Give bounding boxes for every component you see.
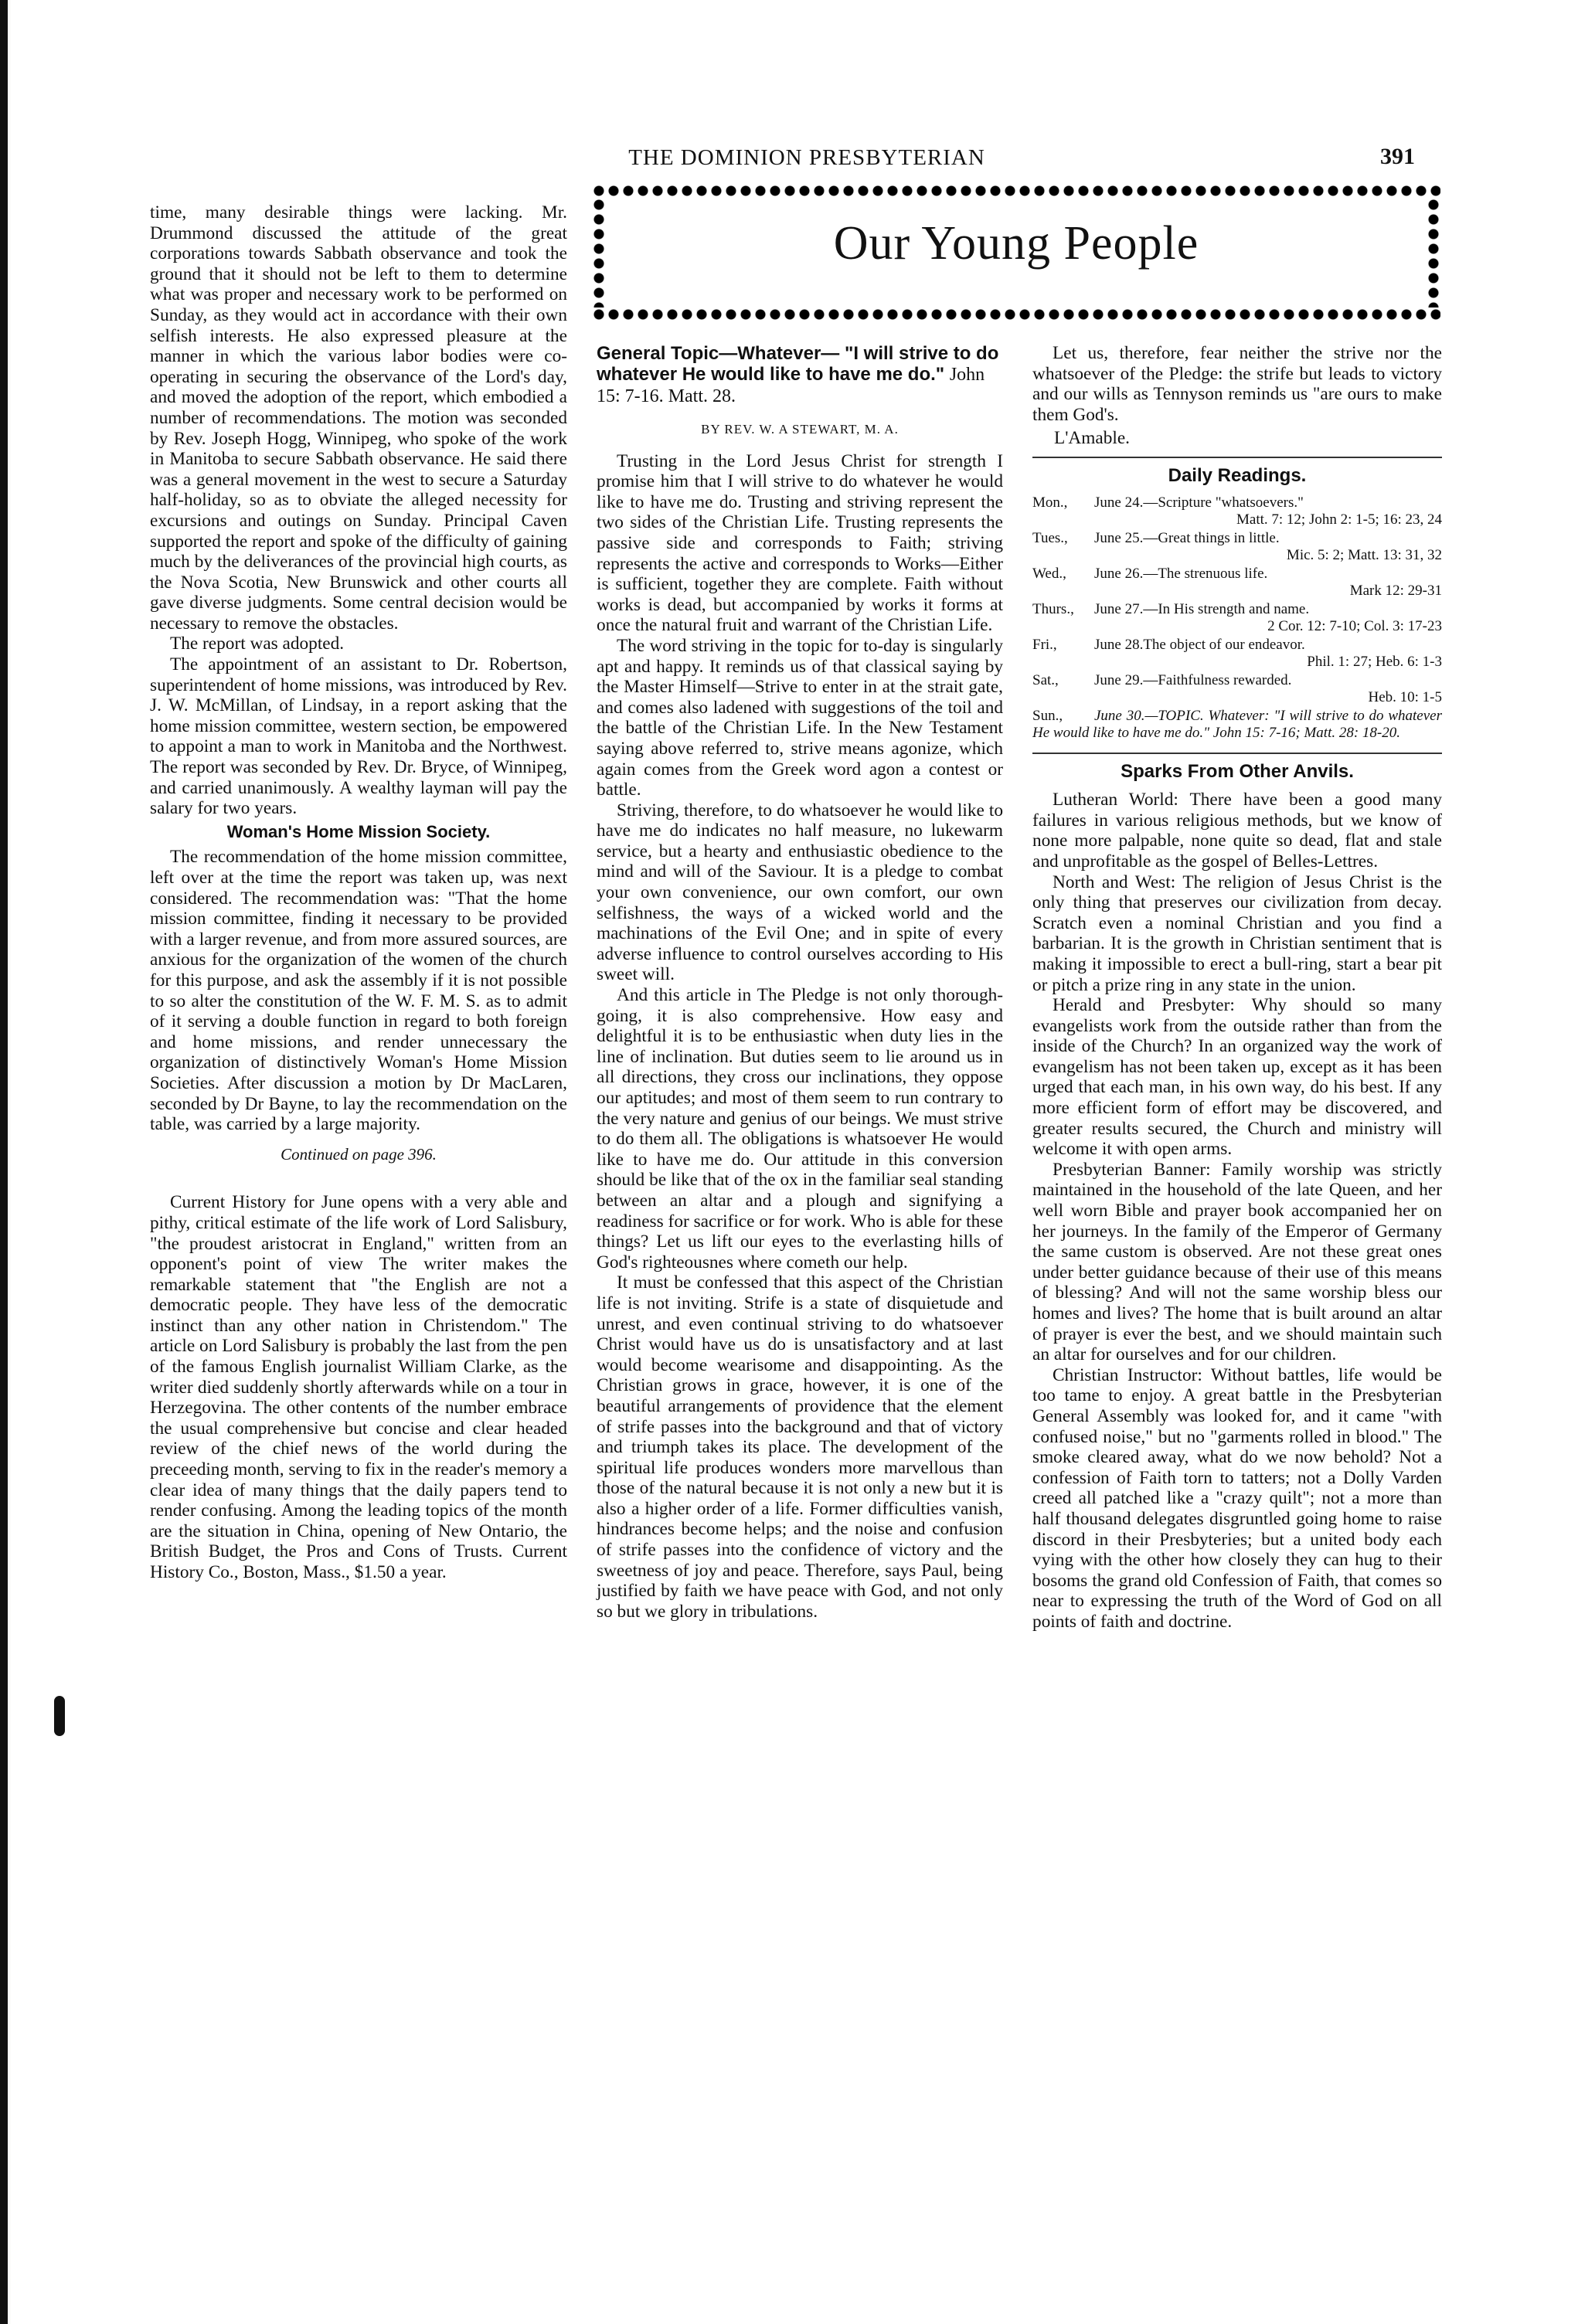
- paragraph: The report was adopted.: [170, 634, 345, 654]
- scan-edge: [0, 0, 8, 2324]
- paragraph: Lutheran World: There have been a good many failures in various religious methods, but we know of none more palpable, none quite so dead, flat and stale and unprofitable as the gospel of Belles-Lettres.: [1032, 790, 1442, 872]
- paragraph: North and West: The religion of Jesus Christ is the only thing that preserves our civilization from decay. Scratch even a nominal Christian and you find a barbarian. It is the growth in Christian sentiment that is making it impossible to erect a bull-ring, start a bear pit or pitch a prize ring in any state in the union.: [1032, 872, 1442, 995]
- reading-item: [1032, 637, 1442, 671]
- paragraph: time, many desirable things were lacking. Mr. Drummond discussed the attitude of the great corporations towards Sabbath observance and took the ground that it should not be left to them to determine what was proper and necessary work to be performed on Sunday, as they would act in accordance with their own selfish interests. He also expressed pleasure at the manner in which the various labor bodies were co-operating in securing the observance of the Lord's day, and moved the adoption of the report, which embodied a number of recommendations. The motion was seconded by Rev. Joseph Hogg, Winnipeg, who spoke of the work in Manitoba to secure Sabbath observance. He said there was a general movement in the west to secure a Saturday half-holiday, so as to obviate the alleged necessity for excursions and outings on Sunday. Principal Caven supported the report and spoke of the difficulty of gaining much by the deliverances of the provincial high courts, as the Nova Scotia, New Brunswick and other courts all gave diverse judgments. Some central decision would be necessary to remove the obstacles.: [150, 202, 567, 634]
- reading-day: Thurs.,: [1032, 600, 1074, 617]
- reading-reference: Heb. 10: 1-5: [1368, 688, 1442, 705]
- divider: [1032, 457, 1442, 458]
- paragraph: Let us, therefore, fear neither the strive nor the whatsoever of the Pledge: the strife but leads to victory and our wills as Tennyson reminds us "are ours to make them God's.: [1032, 343, 1442, 425]
- paragraph: Striving, therefore, to do whatsoever he would like to have me do indicates no half measure, no lukewarm service, but a hearty and enthusiastic obedience to the mind and will of the Saviour. It is a pledge to combat your own convenience, our own comfort, our own selfishness, the ways of a wicked world and the machinations of the Evil One; and in spite of every adverse influence to control ourselves according to His sweet will.: [597, 800, 1003, 985]
- reading-text: June 29.—Faithfulness rewarded.: [1094, 671, 1292, 688]
- reading-text: June 28.The object of our endeavor.: [1094, 636, 1305, 653]
- reading-text: June 27.—In His strength and name.: [1094, 600, 1310, 617]
- section-banner: [592, 184, 1440, 321]
- reading-text: June 30.—TOPIC. Whatever: "I will strive to do whatever He would like to have me do." John 15: 7-16; Matt. 28: 18-20.: [1032, 707, 1442, 741]
- continued-note: Continued on page 396.: [281, 1144, 437, 1164]
- topic-reference: John 15: 7-16. Matt. 28.: [597, 365, 985, 406]
- reading-day: Wed.,: [1032, 565, 1066, 582]
- paragraph: And this article in The Pledge is not only thorough-going, it is also comprehensive. How easy and delightful it is to be enthusiastic when duty lies in the line of inclination. But duties seem to lie around us in all directions, they cross our inclinations, they oppose our aptitudes; and most of them seem to run contrary to the very nature and genius of our beings. We must strive to do them all. The obligations is whatsoever He would like to have me do. Our attitude in this conversion should be like that of the ox in the familiar seal standing between an altar and a plough and signifying a readiness for sacrifice or for work. Who is able for these things? Let us lift our eyes to the everlasting hills of God's righteousnes where cometh our help.: [597, 985, 1003, 1272]
- reading-day: Mon.,: [1032, 494, 1068, 511]
- reading-day: Tues.,: [1032, 529, 1068, 546]
- page-number: 391: [1380, 144, 1415, 169]
- running-head: THE DOMINION PRESBYTERIAN: [628, 145, 985, 170]
- section-heading: Woman's Home Mission Society.: [226, 821, 491, 841]
- reading-item-sunday: [1032, 708, 1442, 742]
- scan-mark: [54, 1696, 65, 1736]
- byline: BY REV. W. A STEWART, M. A.: [701, 422, 899, 437]
- reading-item: [1032, 601, 1442, 635]
- paragraph: The appointment of an assistant to Dr. Robertson, superintendent of home missions, was introduced by Rev. J. W. McMillan, of Lindsay, in a report asking that the home mission committee, western section, be empowered to appoint a man to work in Manitoba and the Northwest. The report was seconded by Rev. Dr. Bryce, of Winnipeg, and carried unanimously. A wealthy layman will pay the salary for two years.: [150, 654, 567, 819]
- reading-item: [1032, 530, 1442, 564]
- divider: [1032, 753, 1442, 754]
- reading-day: Sun.,: [1032, 707, 1063, 724]
- dot-border-bottom: [592, 307, 1440, 321]
- daily-readings-list: [1032, 494, 1442, 742]
- reading-text: June 25.—Great things in little.: [1094, 529, 1280, 546]
- paragraph: It must be confessed that this aspect of the Christian life is not inviting. Strife is a state of disquietude and unrest, and even continual striving to do whatsoever Christ would have us do is unsatisfactory and at last would become wearisome and disappointing. As the Christian grows in grace, however, it is one of the beautiful arrangements of providence that the element of strife passes into the background and that of victory and triumph takes its place. The development of the spiritual life produces wonders more marvellous than those of the natural because it is not only a new but it is also a higher order of a life. Former difficulties vanish, hindrances become helps; and the noise and confusion of strife passes into the confidence of victory and the sweetness of joy and peace. Therefore, says Paul, being justified by faith we have peace with God, and not only so but we glory in tribulations.: [597, 1272, 1003, 1622]
- dot-border-top: [592, 184, 1440, 198]
- reading-day: Sat.,: [1032, 671, 1059, 688]
- reading-reference: Matt. 7: 12; John 2: 1-5; 16: 23, 24: [1236, 511, 1442, 528]
- signoff: L'Amable.: [1054, 428, 1130, 449]
- banner-title: Our Young People: [833, 217, 1199, 270]
- daily-readings-heading: Daily Readings.: [1168, 464, 1307, 486]
- column-left: [150, 202, 567, 1583]
- reading-text: June 26.—The strenuous life.: [1094, 565, 1268, 582]
- reading-day: Fri.,: [1032, 636, 1057, 653]
- column-middle: [597, 343, 1003, 1622]
- reading-item: [1032, 566, 1442, 600]
- reading-item: [1032, 494, 1442, 528]
- reading-text: June 24.—Scripture "whatsoevers.": [1094, 494, 1304, 511]
- column-right: [1032, 343, 1442, 1633]
- reading-item: [1032, 672, 1442, 706]
- paragraph: The word striving in the topic for to-day is singularly apt and happy. It reminds us of that classical saying by the Master Himself—Strive to enter in at the strait gate, and comes also ladened with suggestions of the toil and the battle of the Christian Life. In the New Testament saying above referred to, strive means agonize, which again comes from the Greek word agon a contest or battle.: [597, 635, 1003, 800]
- reading-reference: Mark 12: 29-31: [1349, 582, 1442, 599]
- paragraph: Presbyterian Banner: Family worship was strictly maintained in the household of the late Queen, and her well worn Bible and prayer book accompanied her on her journeys. In the family of the Emperor of Germany the same custom is observed. Are not these great ones under better guidance because of their use of this means of blessing? And will not the same worship bless our homes and lives? The home that is built around an altar of prayer is ever the best, and we should maintain such an altar for ourselves and for our children.: [1032, 1159, 1442, 1365]
- reading-reference: Mic. 5: 2; Matt. 13: 31, 32: [1286, 546, 1442, 563]
- paragraph: The recommendation of the home mission committee, left over at the time the report was taken up, was next considered. The recommendation was: "That the home mission committee, finding it necessary to be provided with a larger revenue, and from more assured sources, are anxious for the organization of the women of the church for this purpose, and ask the assembly if it is not possible to so alter the constitution of the W. F. M. S. as to admit of it serving a double function in regard to both foreign and home missions, and render unnecessary the organization of distinctively Woman's Home Mission Societies. After discussion a motion by Dr MacLaren, seconded by Dr Bayne, to lay the recommendation on the table, was carried by a large majority.: [150, 847, 567, 1135]
- newspaper-page: [11, 0, 1595, 2324]
- reading-reference: Phil. 1: 27; Heb. 6: 1-3: [1307, 653, 1442, 670]
- paragraph: Trusting in the Lord Jesus Christ for strength I promise him that I will strive to do whatever he would like to have me do. Trusting and striving represent the two sides of the Christian Life. Trusting represents the passive side and corresponds to Faith; striving represents the active and corresponds to Works—Either is sufficient, together they are complete. Faith without works is dead, but accompanied by works it forms at once the natural fruit and warrant of the Christian Life.: [597, 450, 1003, 636]
- reading-reference: 2 Cor. 12: 7-10; Col. 3: 17-23: [1267, 617, 1442, 634]
- topic-bold: General Topic—Whatever— "I will strive to do whatever He would like to have me do.": [597, 343, 999, 385]
- paragraph: Christian Instructor: Without battles, life would be too tame to enjoy. A great battle in the Presbyterian General Assembly was looked for, and it came "with confused noise," but no "garments rolled in blood." The smoke cleared away, what do we now behold? Not a confession of Faith torn to tatters; not a Dolly Varden creed all patched like a "crazy quilt"; not a more than half thousand delegates disgruntled going home to raise discord in their Presbyteries; but a united body each vying with the other how closely they can hug to their bosoms the grand old Confession of Faith, that comes so near to expressing the truth of the Word of God on all points of faith and doctrine.: [1032, 1364, 1442, 1632]
- paragraph: Herald and Presbyter: Why should so many evangelists work from the outside rather than from the inside of the Church? In an organized way the work of evangelism has not been taken up, except as it has been urged that each man, in his own way, do his best. If any more efficient form of effort may be discovered, and greater results secured, the Church and ministry will welcome it with open arms.: [1032, 995, 1442, 1160]
- sparks-heading: Sparks From Other Anvils.: [1121, 760, 1354, 782]
- paragraph: Current History for June opens with a very able and pithy, critical estimate of the life work of Lord Salisbury, "the proudest aristocrat in England," written from an opponent's point of view The writer makes the remarkable statement that "the English are not a democratic people. They have less of the democratic instinct than any other nation in Christendom." The article on Lord Salisbury is probably the last from the pen of the famous English journalist William Clarke, as the writer died suddenly shortly afterwards while on a tour in Herzegovina. The other contents of the number embrace the usual comprehensive but concise and clear headed review of the chief news of the world during the preceeding month, serving to fix in the reader's memory a clear idea of many things that the daily papers tend to render confusing. Among the leading topics of the month are the situation in China, opening of New Ontario, the British Budget, the Pros and Cons of Trusts. Current History Co., Boston, Mass., $1.50 a year.: [150, 1192, 567, 1582]
- topic-heading: [597, 343, 1003, 407]
